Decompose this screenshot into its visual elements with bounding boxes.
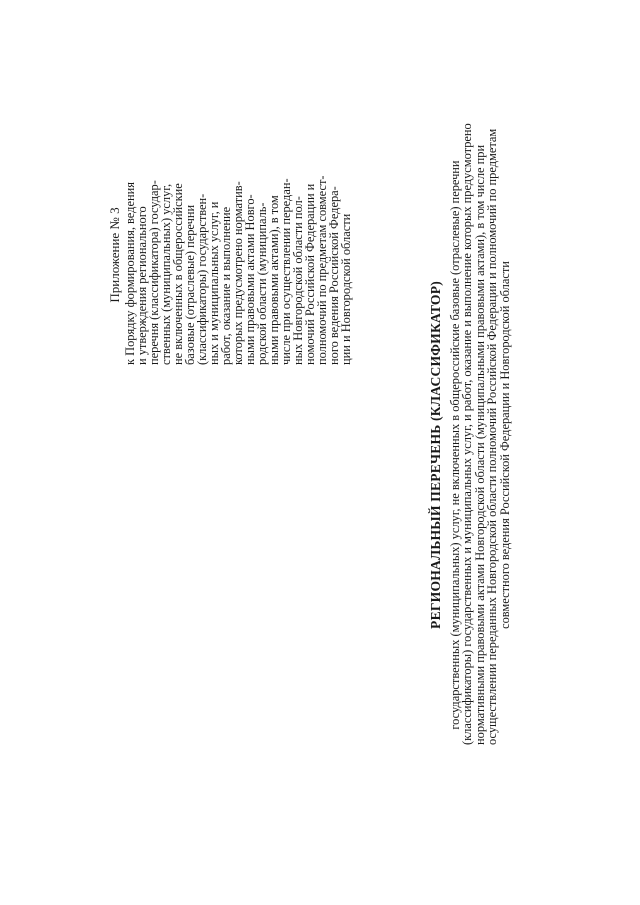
annex-line: работ, оказание и выполнение xyxy=(219,206,233,365)
annex-body xyxy=(124,17,352,365)
annex-line: ции и Новгородской области xyxy=(339,213,353,365)
annex-line: (классификаторы) государствен- xyxy=(195,193,209,365)
annex-label: Приложение № 3 xyxy=(107,207,122,303)
annex-line: ных и муниципальных услуг, и xyxy=(207,201,221,365)
annex-line: ными правовыми актами), в том xyxy=(267,195,281,365)
annex-line: и утверждения регионального xyxy=(135,206,149,365)
subtitle-line: нормативными правовыми актами Новгородской области (муниципальными правовыми актами), в том числе при xyxy=(472,144,487,745)
annex-line: ственных (муниципальных) услуг, xyxy=(159,183,173,365)
annex-line: не включенных в общероссийские xyxy=(171,183,185,365)
annex-line: номочий Российской Федерации и xyxy=(303,183,317,365)
annex-line: полномочий по предметам совмест- xyxy=(315,175,329,365)
subtitle-line: (классификаторы) государственных и муниципальных услуг, и работ, оказание и выполнение которых предусмотрено xyxy=(460,123,475,745)
document-title: РЕГИОНАЛЬНЫЙ ПЕРЕЧЕНЬ (КЛАССИФИКАТОР) xyxy=(428,281,443,629)
document-subtitle xyxy=(448,123,512,745)
subtitle-line: осуществлении переданных Новгородской области полномочий Российской Федерации и полномочий по предметам xyxy=(485,128,500,745)
subtitle-line: государственных (муниципальных) услуг, не включенных в общероссийские базовые (отраслевые) перечни xyxy=(448,160,462,730)
annex-line: которых предусмотрено норматив- xyxy=(231,181,245,365)
annex-line: числе при осуществлении передан- xyxy=(279,178,293,365)
annex-line: базовые (отраслевые) перечни xyxy=(183,204,197,365)
annex-line: родской области (муниципаль- xyxy=(255,202,269,365)
annex-line: ного ведения Российской Федера- xyxy=(327,186,341,365)
annex-line: перечня (классификатора) государ- xyxy=(147,180,161,365)
annex-line: ных Новгородской области пол- xyxy=(291,196,305,365)
annex-line: ными правовыми актами Новго- xyxy=(243,194,257,365)
subtitle-line: совместного ведения Российской Федерации и Новгородской области xyxy=(497,261,512,629)
annex-line: к Порядку формирования, ведения xyxy=(123,182,137,365)
